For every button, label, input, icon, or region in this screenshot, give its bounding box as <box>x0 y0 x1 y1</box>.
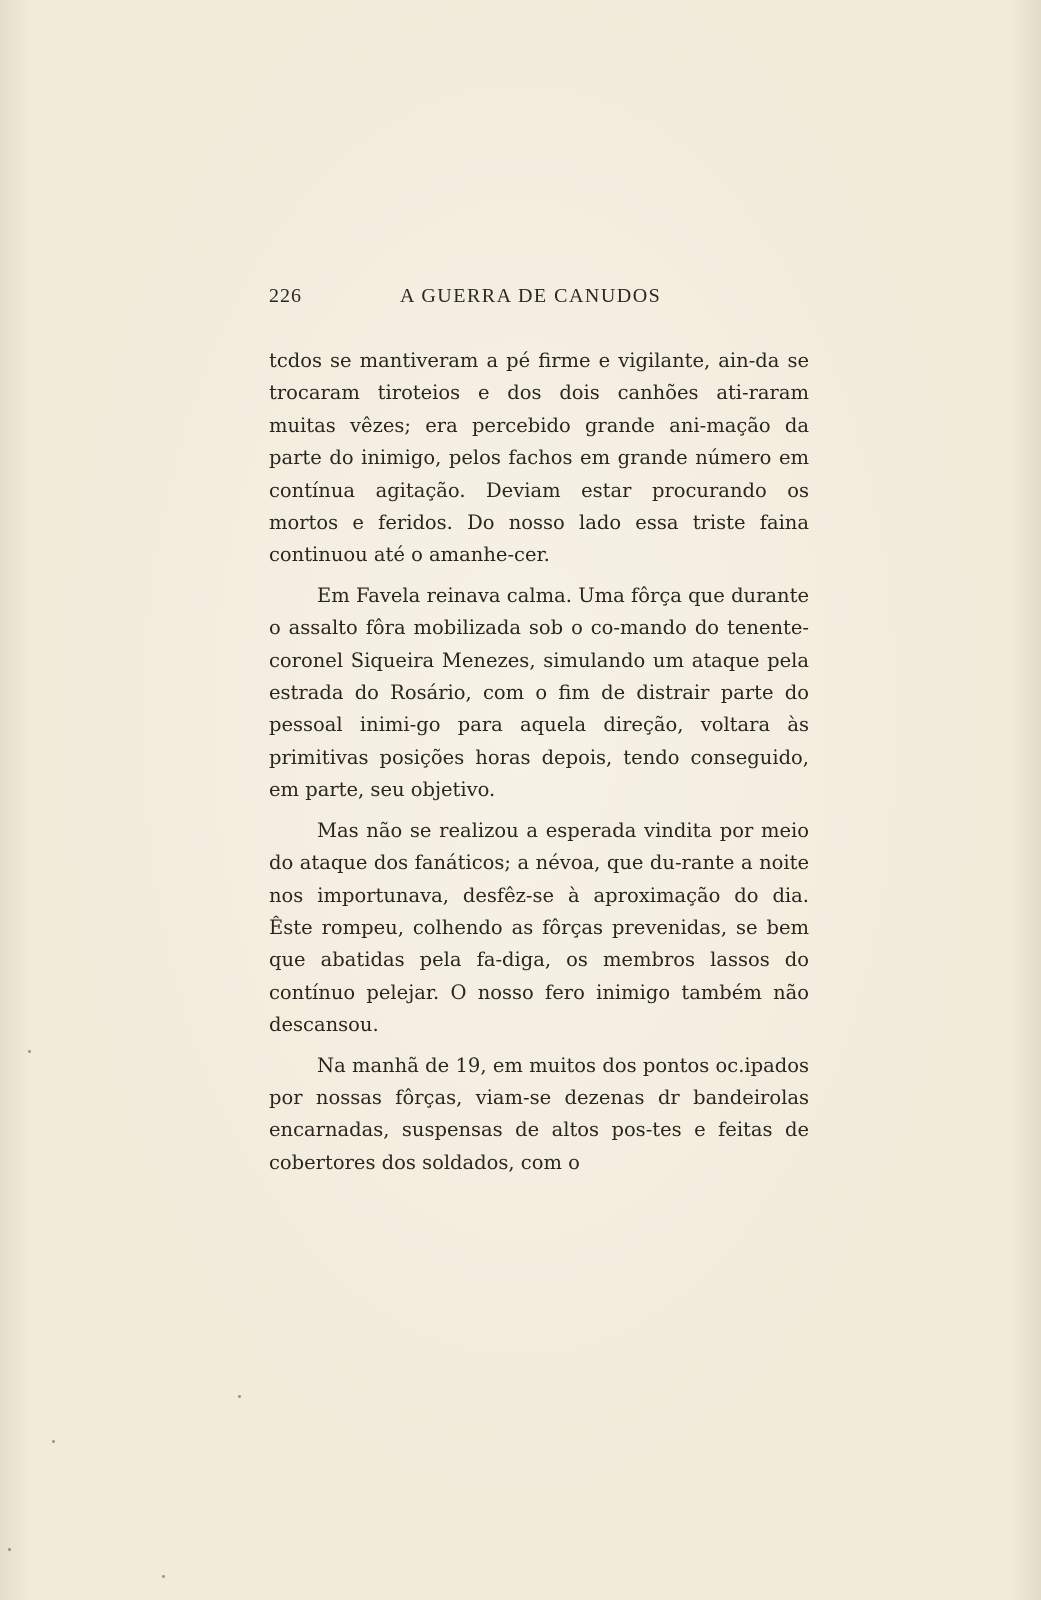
paragraph-1: tcdos se mantiveram a pé firme e vigilante, ain-da se trocaram tiroteios e dos dois canhões ati-raram muitas vêzes; era percebido grande ani-mação da parte do inimigo, pelos fachos em grande número em contínua agitação. Deviam estar procurando os mortos e feridos. Do nosso lado essa triste faina continuou até o amanhe-cer. <box>269 349 809 567</box>
paragraph-4: Na manhã de 19, em muitos dos pontos oc.ipados por nossas fôrças, viam-se dezenas dr bandeirolas encarnadas, suspensas de altos pos-tes e feitas de cobertores dos soldados, com o <box>269 1053 809 1174</box>
book-title: A GUERRA DE CANUDOS <box>400 285 662 307</box>
paper-speck <box>8 1548 11 1551</box>
page-number: 226 <box>269 285 302 307</box>
paragraph-3: Mas não se realizou a esperada vindita por meio do ataque dos fanáticos; a névoa, que du-rante a noite nos importunava, desfêz-se à aproximação do dia. Êste rompeu, colhendo as fôrças prevenidas, se bem que abatidas pela fa-diga, os membros lassos do contínuo pelejar. O nosso fero inimigo também não descansou. <box>269 818 809 1037</box>
paragraph-2: Em Favela reinava calma. Uma fôrça que durante o assalto fôra mobilizada sob o co-mando do tenente-coronel Siqueira Menezes, simulando um ataque pela estrada do Rosário, com o fim de distrair parte do pessoal inimi-go para aquela direção, voltara às primitivas posições horas depois, tendo conseguido, em parte, seu objetivo. <box>269 583 809 802</box>
paper-speck <box>238 1395 241 1398</box>
paper-speck <box>52 1440 55 1443</box>
running-head <box>269 285 679 315</box>
paper-speck <box>162 1575 165 1578</box>
paper-speck <box>28 1050 31 1053</box>
text-block <box>269 345 809 1187</box>
